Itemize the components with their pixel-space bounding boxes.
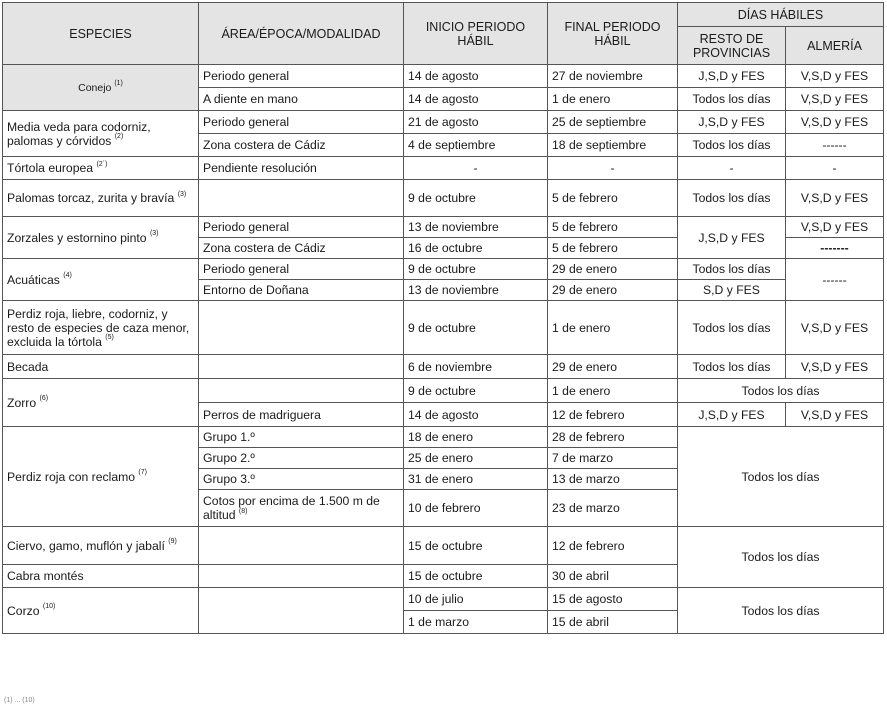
species-name: Tórtola europea bbox=[7, 161, 94, 175]
species-cell bbox=[3, 180, 199, 217]
final-cell: 15 de agosto bbox=[548, 588, 678, 611]
area-cell bbox=[199, 565, 404, 588]
footnote-ref: (3) bbox=[177, 190, 187, 198]
inicio-cell: 9 de octubre bbox=[404, 379, 548, 403]
final-cell: 13 de marzo bbox=[548, 469, 678, 490]
species-cell bbox=[3, 427, 199, 527]
almeria-cell: ------ bbox=[786, 134, 884, 157]
final-cell: 7 de marzo bbox=[548, 448, 678, 469]
species-cell bbox=[3, 565, 199, 588]
species-cell bbox=[3, 65, 199, 111]
inicio-cell: 15 de octubre bbox=[404, 565, 548, 588]
area-cell: Grupo 1.º bbox=[199, 427, 404, 448]
footnote-ref: (1) bbox=[114, 80, 123, 87]
almeria-cell: V,S,D y FES bbox=[786, 111, 884, 134]
resto-cell: J,S,D y FES bbox=[678, 217, 786, 259]
inicio-cell: 15 de octubre bbox=[404, 527, 548, 565]
area-cell bbox=[199, 180, 404, 217]
final-cell: - bbox=[548, 157, 678, 180]
species-name: Palomas torcaz, zurita y bravía bbox=[7, 191, 175, 205]
almeria-cell: V,S,D y FES bbox=[786, 65, 884, 88]
resto-cell: J,S,D y FES bbox=[678, 65, 786, 88]
footnotes-cut: (1) ... (10) bbox=[4, 697, 35, 704]
inicio-cell: 6 de noviembre bbox=[404, 355, 548, 379]
header-dias-habiles: DÍAS HÁBILES bbox=[678, 3, 884, 27]
table-row bbox=[3, 111, 884, 134]
table-row bbox=[3, 157, 884, 180]
inicio-cell: 9 de octubre bbox=[404, 259, 548, 280]
final-cell: 5 de febrero bbox=[548, 238, 678, 259]
inicio-cell: 21 de agosto bbox=[404, 111, 548, 134]
table-row bbox=[3, 355, 884, 379]
dias-cell: Todos los días bbox=[678, 427, 884, 527]
final-cell: 5 de febrero bbox=[548, 180, 678, 217]
area-cell bbox=[199, 588, 404, 634]
dias-cell: Todos los días bbox=[678, 588, 884, 634]
species-name: Zorzales y estornino pinto bbox=[7, 230, 147, 245]
final-cell: 5 de febrero bbox=[548, 217, 678, 238]
species-cell bbox=[3, 588, 199, 634]
inicio-cell: 1 de marzo bbox=[404, 611, 548, 634]
inicio-cell: 25 de enero bbox=[404, 448, 548, 469]
footnote-ref: (10) bbox=[42, 603, 56, 611]
final-cell: 23 de marzo bbox=[548, 490, 678, 527]
final-cell: 18 de septiembre bbox=[548, 134, 678, 157]
inicio-cell: 18 de enero bbox=[404, 427, 548, 448]
area-cell bbox=[199, 301, 404, 355]
inicio-cell: 9 de octubre bbox=[404, 180, 548, 217]
inicio-cell: 10 de julio bbox=[404, 588, 548, 611]
footnote-ref: (6) bbox=[39, 395, 49, 403]
footnote-ref: (7) bbox=[138, 469, 147, 477]
area-cell: Periodo general bbox=[199, 65, 404, 88]
almeria-cell: - bbox=[786, 157, 884, 180]
header-especies: ESPECIES bbox=[3, 3, 199, 65]
final-cell: 30 de abril bbox=[548, 565, 678, 588]
final-cell: 29 de enero bbox=[548, 259, 678, 280]
species-name: Corzo bbox=[7, 603, 40, 618]
species-cell bbox=[3, 157, 199, 180]
footnote-ref: (2´) bbox=[96, 160, 108, 168]
area-cell: A diente en mano bbox=[199, 88, 404, 111]
resto-cell: Todos los días bbox=[678, 301, 786, 355]
species-name: Conejo bbox=[78, 81, 112, 94]
inicio-cell: - bbox=[404, 157, 548, 180]
final-cell: 12 de febrero bbox=[548, 403, 678, 427]
table-row bbox=[3, 180, 884, 217]
species-cell bbox=[3, 379, 199, 427]
inicio-cell: 4 de septiembre bbox=[404, 134, 548, 157]
species-cell bbox=[3, 527, 199, 565]
area-text: Cotos por encima de 1.500 m de altitud bbox=[203, 494, 380, 522]
almeria-cell: V,S,D y FES bbox=[786, 355, 884, 379]
resto-cell: J,S,D y FES bbox=[678, 403, 786, 427]
resto-cell: S,D y FES bbox=[678, 280, 786, 301]
area-cell bbox=[199, 527, 404, 565]
area-cell: Grupo 2.º bbox=[199, 448, 404, 469]
footnote-ref: (3) bbox=[149, 230, 159, 238]
final-cell: 1 de enero bbox=[548, 88, 678, 111]
final-cell: 27 de noviembre bbox=[548, 65, 678, 88]
dias-cell: Todos los días bbox=[678, 379, 884, 403]
final-cell: 1 de enero bbox=[548, 379, 678, 403]
final-cell: 25 de septiembre bbox=[548, 111, 678, 134]
header-final: FINAL PERIODO HÁBIL bbox=[548, 3, 678, 65]
table-row bbox=[3, 259, 884, 280]
final-cell: 29 de enero bbox=[548, 280, 678, 301]
area-cell bbox=[199, 355, 404, 379]
area-cell bbox=[199, 490, 404, 527]
inicio-cell: 14 de agosto bbox=[404, 88, 548, 111]
table-row bbox=[3, 379, 884, 403]
header-resto: RESTO DE PROVINCIAS bbox=[678, 27, 786, 65]
dias-cell: Todos los días bbox=[678, 527, 884, 588]
almeria-cell: V,S,D y FES bbox=[786, 217, 884, 238]
species-name: Becada bbox=[7, 359, 49, 374]
resto-cell: Todos los días bbox=[678, 88, 786, 111]
table-row bbox=[3, 217, 884, 238]
species-name: Perdiz roja con reclamo bbox=[7, 469, 136, 484]
area-cell: Zona costera de Cádiz bbox=[199, 134, 404, 157]
species-name: Cabra montés bbox=[7, 569, 84, 583]
area-cell: Periodo general bbox=[199, 259, 404, 280]
almeria-cell: V,S,D y FES bbox=[786, 301, 884, 355]
final-cell: 12 de febrero bbox=[548, 527, 678, 565]
inicio-cell: 31 de enero bbox=[404, 469, 548, 490]
final-cell: 29 de enero bbox=[548, 355, 678, 379]
table-row bbox=[3, 588, 884, 611]
area-cell bbox=[199, 379, 404, 403]
inicio-cell: 10 de febrero bbox=[404, 490, 548, 527]
resto-cell: Todos los días bbox=[678, 134, 786, 157]
final-cell: 15 de abril bbox=[548, 611, 678, 634]
species-cell bbox=[3, 259, 199, 301]
area-cell: Grupo 3.º bbox=[199, 469, 404, 490]
inicio-cell: 14 de agosto bbox=[404, 403, 548, 427]
resto-cell: Todos los días bbox=[678, 180, 786, 217]
area-cell: Pendiente resolución bbox=[199, 157, 404, 180]
resto-cell: Todos los días bbox=[678, 259, 786, 280]
footnote-ref: (5) bbox=[105, 334, 114, 342]
table-row bbox=[3, 527, 884, 565]
inicio-cell: 13 de noviembre bbox=[404, 217, 548, 238]
species-cell bbox=[3, 355, 199, 379]
species-name: Perdiz roja, liebre, codorniz, y resto de especies de caza menor, excluida la tórtola bbox=[7, 306, 190, 349]
resto-cell: - bbox=[678, 157, 786, 180]
species-cell bbox=[3, 301, 199, 355]
table-row bbox=[3, 427, 884, 448]
species-name: Media veda para codorniz, palomas y córvidos bbox=[7, 119, 151, 148]
species-cell bbox=[3, 111, 199, 157]
almeria-cell: V,S,D y FES bbox=[786, 180, 884, 217]
area-cell: Entorno de Doñana bbox=[199, 280, 404, 301]
species-name: Zorro bbox=[7, 395, 37, 410]
inicio-cell: 13 de noviembre bbox=[404, 280, 548, 301]
species-name: Ciervo, gamo, muflón y jabalí bbox=[7, 538, 165, 553]
table-row bbox=[3, 65, 884, 88]
species-name: Acuáticas bbox=[7, 272, 60, 287]
resto-cell: J,S,D y FES bbox=[678, 111, 786, 134]
final-cell: 1 de enero bbox=[548, 301, 678, 355]
footnote-ref: (4) bbox=[63, 272, 72, 280]
species-cell bbox=[3, 217, 199, 259]
almeria-cell: ------- bbox=[786, 238, 884, 259]
header-almeria: ALMERÍA bbox=[786, 27, 884, 65]
header-inicio: INICIO PERIODO HÁBIL bbox=[404, 3, 548, 65]
inicio-cell: 16 de octubre bbox=[404, 238, 548, 259]
almeria-cell: V,S,D y FES bbox=[786, 403, 884, 427]
area-cell: Zona costera de Cádiz bbox=[199, 238, 404, 259]
area-cell: Perros de madriguera bbox=[199, 403, 404, 427]
final-cell: 28 de febrero bbox=[548, 427, 678, 448]
footnote-ref: (9) bbox=[168, 538, 177, 546]
table-row bbox=[3, 301, 884, 355]
almeria-cell: V,S,D y FES bbox=[786, 88, 884, 111]
almeria-cell: ------ bbox=[786, 259, 884, 301]
inicio-cell: 14 de agosto bbox=[404, 65, 548, 88]
resto-cell: Todos los días bbox=[678, 355, 786, 379]
footnote-ref: (8) bbox=[238, 507, 248, 515]
area-cell: Periodo general bbox=[199, 111, 404, 134]
hunting-periods-table bbox=[2, 2, 884, 634]
area-cell: Periodo general bbox=[199, 217, 404, 238]
inicio-cell: 9 de octubre bbox=[404, 301, 548, 355]
header-area: ÁREA/ÉPOCA/MODALIDAD bbox=[199, 3, 404, 65]
footnote-ref: (2) bbox=[114, 133, 124, 141]
